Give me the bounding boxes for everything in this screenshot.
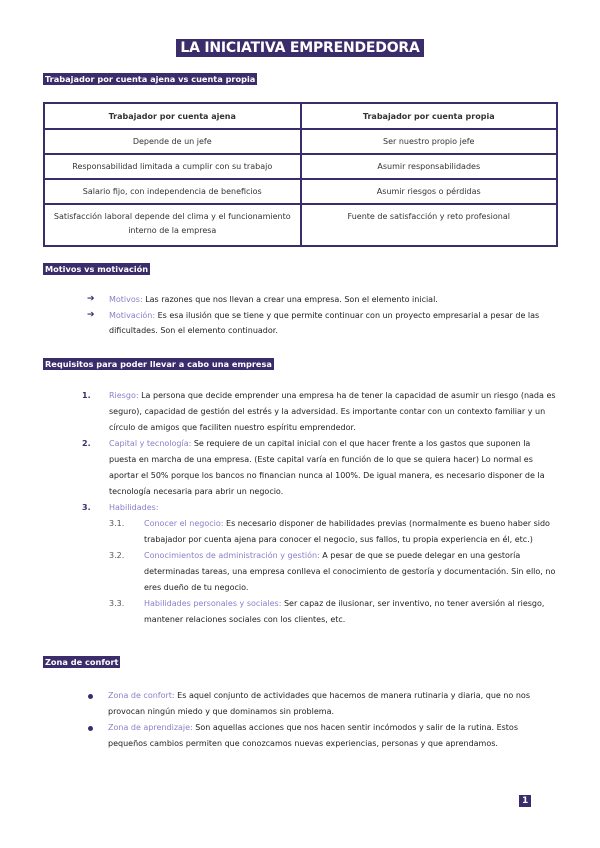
requisitos-list [82, 388, 560, 628]
table-cell: Depende de un jefe [44, 129, 301, 154]
list-item-number: 3.3. [109, 599, 125, 608]
list-item [87, 308, 557, 339]
page-number: 1 [519, 795, 531, 807]
list-item-text: Las razones que nos llevan a crear una empresa. Son el elemento inicial. [142, 295, 438, 304]
sub-list-item [82, 516, 560, 548]
list-item [88, 688, 558, 720]
list-item [88, 720, 558, 752]
list-item-text: Es necesario disponer de habilidades previas (normalmente es bueno haber sido trabajador por cuenta ajena para conocer el negocio, sus fallos, tu propia experiencia en él, etc.) [144, 519, 550, 544]
list-item-text: Es esa ilusión que se tiene y que permite continuar con un proyecto empresarial a pesar de las dificultades. Son el elemento continuador. [109, 310, 540, 335]
list-item-term: Riesgo: [109, 391, 139, 400]
section-heading-trabajador: Trabajador por cuenta ajena vs cuenta propia [45, 74, 256, 84]
table-row [44, 154, 557, 179]
section-heading-zona-confort: Zona de confort [45, 657, 119, 667]
table-cell: Asumir responsabilidades [301, 154, 558, 179]
list-item-term: Motivación: [109, 310, 156, 320]
zona-confort-list [88, 688, 558, 752]
table-row [44, 129, 557, 154]
list-item-term: Zona de aprendizaje: [108, 723, 193, 732]
bullet-icon [88, 726, 93, 731]
list-item-term: Motivos: [109, 295, 143, 304]
list-item-text: La persona que decide emprender una empresa ha de tener la capacidad de asumir un riesgo (nada es seguro), capacidad de gestión del estrés y la adversidad. Es importante contar con un contexto familiar y un círculo de amigos que faciliten nuestro espíritu emprendedor. [109, 391, 556, 432]
table-row [44, 204, 557, 246]
table-cell: Satisfacción laboral depende del clima y el funcionamiento interno de la empresa [44, 204, 301, 246]
table-header-row [44, 103, 557, 129]
table-row [44, 179, 557, 204]
section-heading-requisitos: Requisitos para poder llevar a cabo una empresa [45, 359, 272, 369]
list-item-text: Son aquellas acciones que nos hacen sentir incómodos y salir de la rutina. Estos pequeños cambios permiten que conozcamos nuevas experiencias, personas y que aprendamos. [108, 723, 518, 748]
list-item [87, 292, 557, 308]
list-item-text: Ser capaz de ilusionar, ser inventivo, no tener aversión al riesgo, mantener relaciones sociales con los clientes, etc. [144, 599, 545, 624]
list-item-number: 1. [82, 391, 91, 400]
list-item-number: 3. [82, 503, 91, 512]
list-item [82, 388, 560, 436]
list-item-term: Conocimientos de administración y gestión: [144, 551, 320, 560]
section-heading-motivos: Motivos vs motivación [45, 264, 149, 274]
list-item-number: 2. [82, 439, 91, 448]
list-item-text: A pesar de que se puede delegar en una gestoría determinadas tareas, una empresa conlleva el conocimiento de gestoría y documentación. Sin ello, no eres dueño de tu negocio. [144, 551, 556, 592]
arrow-right-icon: ➔ [87, 309, 95, 320]
list-item-term: Capital y tecnología: [109, 439, 192, 448]
list-item [82, 500, 560, 516]
list-item-term: Habilidades: [109, 503, 159, 512]
table-cell: Salario fijo, con independencia de beneficios [44, 179, 301, 204]
list-item-term: Habilidades personales y sociales: [144, 599, 282, 608]
list-item-text: Se requiere de un capital inicial con el que hacer frente a los gastos que suponen la puesta en marcha de una empresa. (Este capital varía en función de lo que se quiera hacer) Lo normal es aportar el 50% porque los bancos no financian nunca al 100%. De igual manera, es necesario disponer de la tecnología necesaria para abrir un negocio. [109, 439, 545, 496]
table-cell: Responsabilidad limitada a cumplir con su trabajo [44, 154, 301, 179]
list-item [82, 436, 560, 500]
table-cell: Fuente de satisfacción y reto profesional [301, 204, 558, 246]
table-cell: Asumir riesgos o pérdidas [301, 179, 558, 204]
page-title [0, 37, 600, 56]
list-item-term: Conocer el negocio: [144, 519, 224, 528]
motivos-list [87, 292, 557, 339]
table-header-cell: Trabajador por cuenta propia [301, 103, 558, 129]
list-item-text: Es aquel conjunto de actividades que hacemos de manera rutinaria y diaria, que no nos provocan ningún miedo y que dominamos sin problema. [108, 691, 530, 716]
sub-list-item [82, 596, 560, 628]
comparison-table [43, 102, 558, 247]
table-header-cell: Trabajador por cuenta ajena [44, 103, 301, 129]
page-title-text: LA INICIATIVA EMPRENDEDORA [176, 39, 423, 57]
sub-list-item [82, 548, 560, 596]
bullet-icon [88, 694, 93, 699]
list-item-term: Zona de confort: [108, 691, 175, 700]
arrow-right-icon: ➔ [87, 294, 95, 304]
list-item-number: 3.1. [109, 519, 125, 528]
list-item-number: 3.2. [109, 551, 125, 560]
table-cell: Ser nuestro propio jefe [301, 129, 558, 154]
